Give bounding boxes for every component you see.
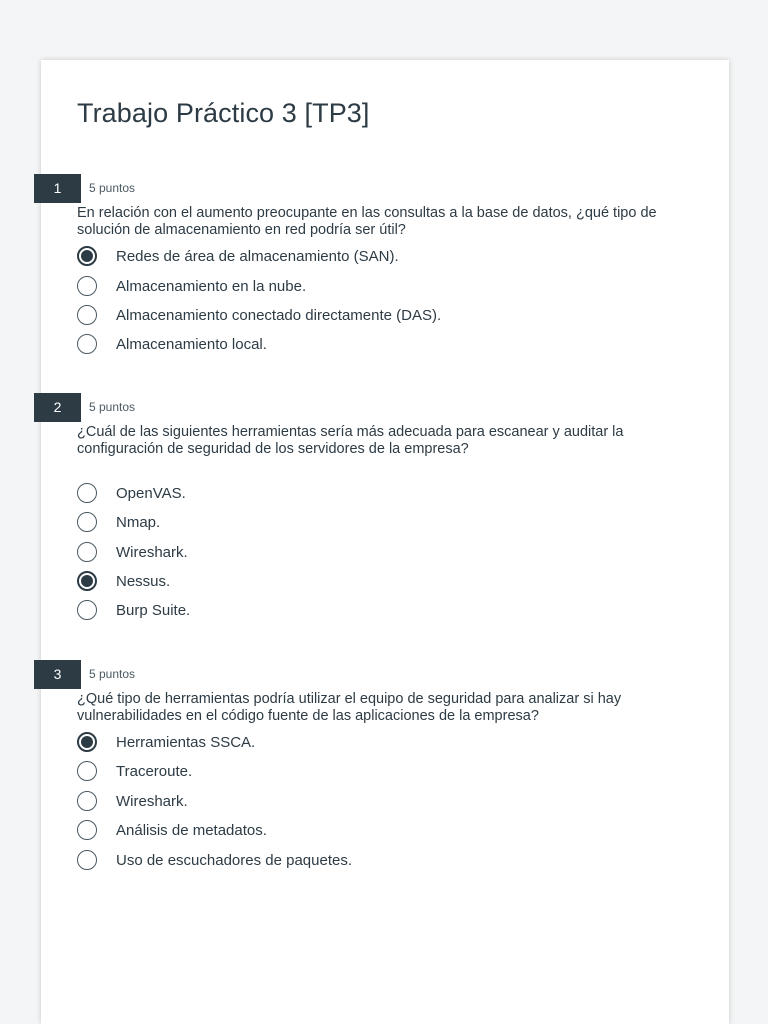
answer-option[interactable] <box>77 790 188 812</box>
radio-empty-icon[interactable] <box>77 512 97 532</box>
answer-label: Análisis de metadatos. <box>116 821 267 839</box>
answer-option[interactable] <box>77 819 267 841</box>
radio-selected-icon[interactable] <box>77 246 97 266</box>
answer-label: Wireshark. <box>116 543 188 561</box>
radio-empty-icon[interactable] <box>77 761 97 781</box>
radio-empty-icon[interactable] <box>77 850 97 870</box>
answer-label: Burp Suite. <box>116 601 191 619</box>
answer-label: Traceroute. <box>116 762 193 780</box>
answer-label: Almacenamiento en la nube. <box>116 277 307 295</box>
radio-empty-icon[interactable] <box>77 542 97 562</box>
answer-option[interactable] <box>77 333 267 355</box>
radio-empty-icon[interactable] <box>77 483 97 503</box>
answer-option[interactable] <box>77 760 192 782</box>
radio-empty-icon[interactable] <box>77 820 97 840</box>
answer-label: Nmap. <box>116 513 161 531</box>
answer-option[interactable] <box>77 541 188 563</box>
radio-selected-icon[interactable] <box>77 571 97 591</box>
answer-option[interactable] <box>77 570 170 592</box>
answer-label: OpenVAS. <box>116 484 186 502</box>
answer-label: Redes de área de almacenamiento (SAN). <box>116 247 399 265</box>
answer-option[interactable] <box>77 304 441 326</box>
radio-selected-icon[interactable] <box>77 732 97 752</box>
answer-option[interactable] <box>77 849 352 871</box>
answer-label: Almacenamiento conectado directamente (DAS). <box>116 306 442 324</box>
answer-option[interactable] <box>77 482 186 504</box>
answer-label: Almacenamiento local. <box>116 335 267 353</box>
radio-empty-icon[interactable] <box>77 334 97 354</box>
question-number: 3 <box>34 660 81 689</box>
answer-option[interactable] <box>77 731 255 753</box>
question-text: En relación con el aumento preocupante en las consultas a la base de datos, ¿qué tipo de solución de almacenamiento en red podría ser útil? <box>77 205 657 238</box>
answer-label: Wireshark. <box>116 792 188 810</box>
answer-option[interactable] <box>77 511 160 533</box>
radio-empty-icon[interactable] <box>77 600 97 620</box>
question-number: 2 <box>34 393 81 422</box>
answer-label: Uso de escuchadores de paquetes. <box>116 851 352 869</box>
question-number: 1 <box>34 174 81 203</box>
answer-label: Herramientas SSCA. <box>116 733 256 751</box>
question-text: ¿Qué tipo de herramientas podría utilizar el equipo de seguridad para analizar si hay vulnerabilidades en el código fuente de las aplicaciones de la empresa? <box>77 691 622 724</box>
radio-empty-icon[interactable] <box>77 791 97 811</box>
question-points: 5 puntos <box>89 181 136 195</box>
radio-empty-icon[interactable] <box>77 276 97 296</box>
question-points: 5 puntos <box>89 667 136 681</box>
question-points: 5 puntos <box>89 400 136 414</box>
radio-empty-icon[interactable] <box>77 305 97 325</box>
answer-option[interactable] <box>77 275 306 297</box>
question-text: ¿Cuál de las siguientes herramientas sería más adecuada para escanear y auditar la configuración de seguridad de los servidores de la empresa? <box>77 424 624 457</box>
answer-option[interactable] <box>77 245 399 267</box>
page-title: Trabajo Práctico 3 [TP3] <box>77 98 370 128</box>
answer-label: Nessus. <box>116 572 171 590</box>
answer-option[interactable] <box>77 599 190 621</box>
